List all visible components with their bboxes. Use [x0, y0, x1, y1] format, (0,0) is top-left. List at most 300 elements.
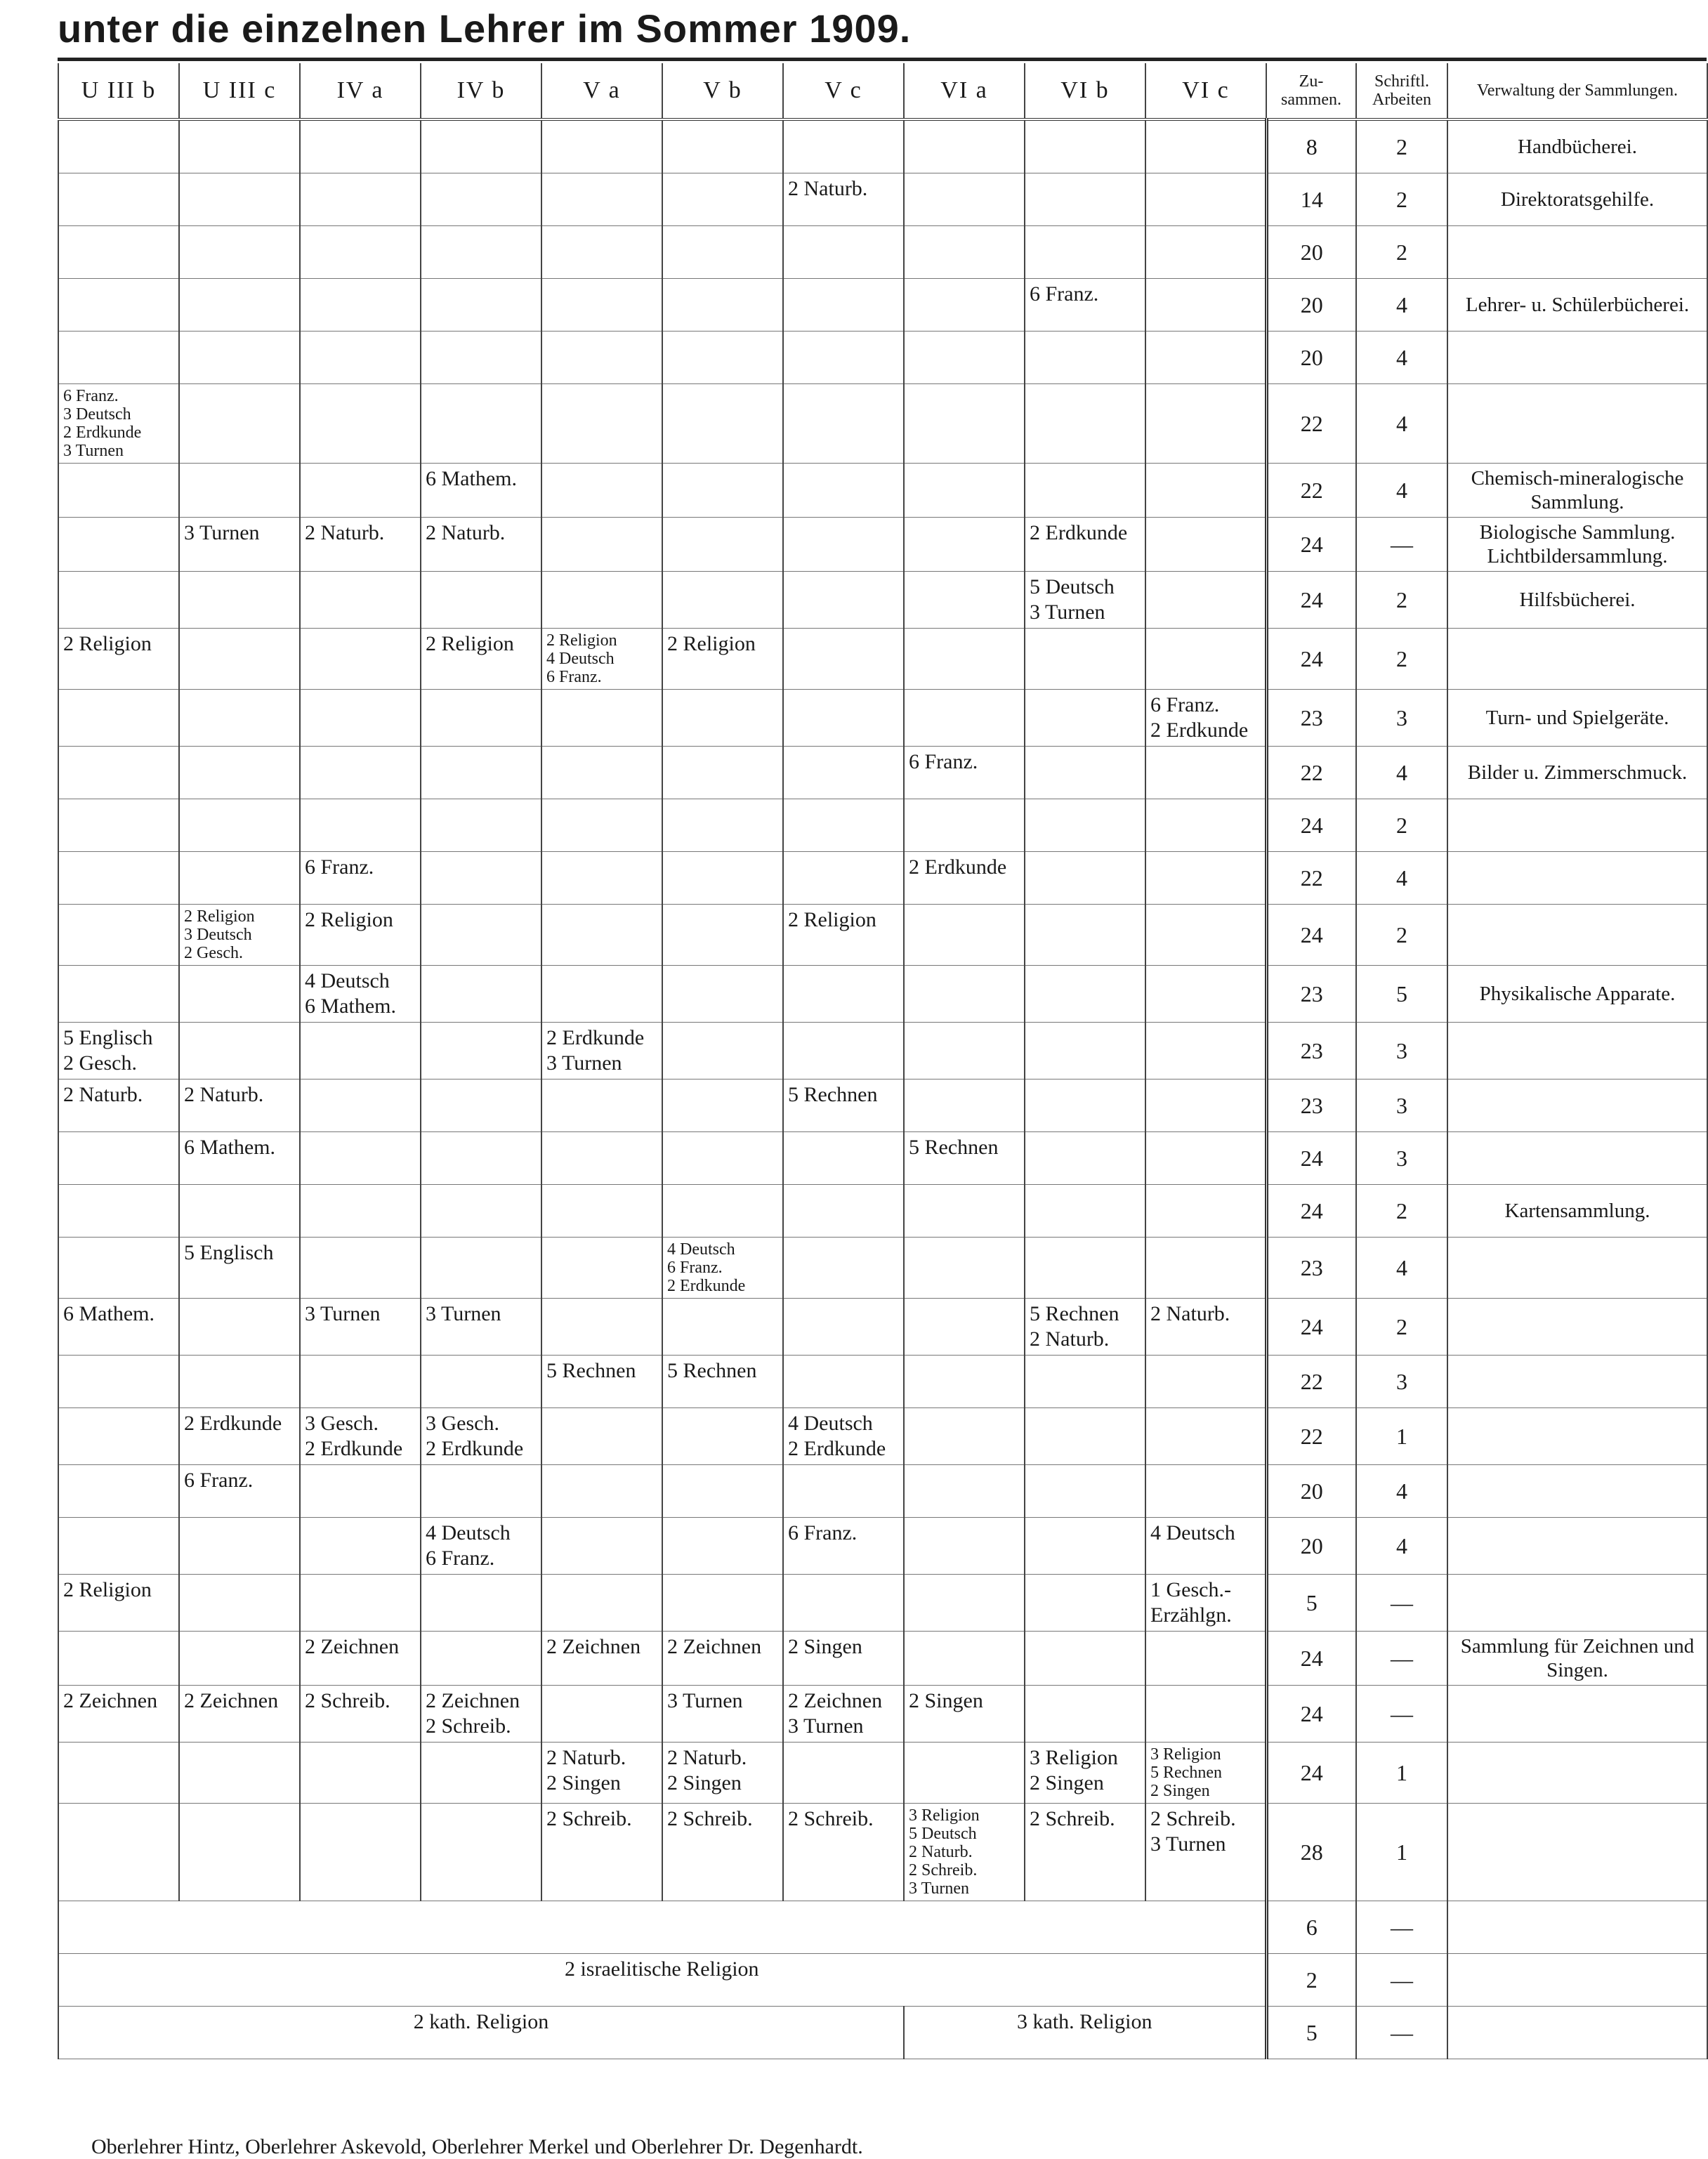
table-cell — [904, 572, 1025, 629]
lesson-entry: 2 Gesch. — [63, 1051, 137, 1075]
table-cell — [904, 1743, 1025, 1804]
table-cell — [541, 384, 662, 464]
table-row — [58, 119, 1707, 173]
table-cell — [1025, 1743, 1145, 1804]
lesson-entry: 6 Franz. — [788, 1521, 858, 1544]
table-cell — [1145, 226, 1266, 279]
collection-admin-cell — [1447, 1743, 1707, 1804]
table-cell — [1145, 629, 1266, 690]
table-cell — [300, 1356, 421, 1408]
table-cell — [179, 1575, 300, 1632]
total-hours-cell: 6 — [1266, 1901, 1356, 1954]
table-cell — [662, 1743, 783, 1804]
table-cell — [1025, 1686, 1145, 1743]
total-hours-cell: 22 — [1266, 1356, 1356, 1408]
collection-admin-cell — [1447, 2007, 1707, 2059]
table-cell — [783, 1465, 904, 1518]
collection-admin-cell — [1447, 1575, 1707, 1632]
lesson-entry: 5 Rechnen — [788, 1083, 878, 1106]
lesson-entry: 2 Schreib. — [426, 1714, 511, 1738]
table-cell — [904, 279, 1025, 332]
lesson-entry: 2 Zeichnen — [788, 1689, 883, 1712]
table-cell — [1025, 690, 1145, 747]
written-work-cell: 2 — [1356, 119, 1447, 173]
lesson-entry: 2 Zeichnen — [63, 1689, 158, 1712]
table-cell — [58, 1132, 179, 1185]
collection-admin-cell: Turn- und Spielgeräte. — [1447, 690, 1707, 747]
lesson-entry: 6 Franz. — [305, 855, 374, 879]
table-cell — [179, 966, 300, 1023]
table-cell — [904, 464, 1025, 518]
total-hours-cell: 5 — [1266, 1575, 1356, 1632]
table-cell — [541, 464, 662, 518]
table-row — [58, 1408, 1707, 1465]
table-cell — [421, 226, 541, 279]
table-cell — [58, 173, 179, 226]
lesson-entry: 3 Turnen — [1030, 601, 1105, 624]
table-cell — [783, 332, 904, 384]
table-cell — [662, 852, 783, 905]
table-cell — [541, 966, 662, 1023]
table-cell — [1025, 572, 1145, 629]
collection-admin-cell: Chemisch-mineralogische Sammlung. — [1447, 464, 1707, 518]
written-work-cell: 2 — [1356, 799, 1447, 852]
table-cell — [662, 966, 783, 1023]
lesson-entry: 4 Deutsch — [667, 1240, 735, 1259]
written-work-cell: — — [1356, 518, 1447, 572]
column-header: VI a — [904, 63, 1025, 119]
table-cell — [179, 1185, 300, 1238]
table-cell — [421, 747, 541, 799]
table-cell — [179, 332, 300, 384]
total-hours-cell: 23 — [1266, 966, 1356, 1023]
table-cell — [58, 1408, 179, 1465]
table-cell — [421, 1408, 541, 1465]
table-cell — [58, 1299, 179, 1356]
footer-row — [58, 1954, 1707, 2007]
total-hours-cell: 24 — [1266, 1299, 1356, 1356]
total-hours-cell: 5 — [1266, 2007, 1356, 2059]
table-cell — [662, 1518, 783, 1575]
collection-admin-cell — [1447, 1080, 1707, 1132]
collection-admin-cell: Physikalische Apparate. — [1447, 966, 1707, 1023]
table-cell — [300, 332, 421, 384]
lesson-entry: 2 Singen — [788, 1635, 862, 1658]
table-cell — [904, 799, 1025, 852]
table-row — [58, 226, 1707, 279]
table-cell — [1145, 1632, 1266, 1686]
table-cell — [1145, 1465, 1266, 1518]
lesson-entry: 2 Erdkunde — [426, 1437, 524, 1460]
table-cell — [541, 119, 662, 173]
table-cell — [300, 1299, 421, 1356]
table-cell — [179, 1023, 300, 1080]
lesson-entry: 2 Zeichnen — [184, 1689, 279, 1712]
lesson-entry: 2 Religion — [184, 907, 255, 926]
collection-admin-cell — [1447, 1299, 1707, 1356]
table-cell — [783, 464, 904, 518]
table-cell — [58, 629, 179, 690]
table-cell — [1025, 1518, 1145, 1575]
lesson-entry: 2 Erdkunde — [1150, 718, 1249, 742]
table-cell — [541, 226, 662, 279]
table-cell — [58, 1356, 179, 1408]
table-cell — [783, 1023, 904, 1080]
table-cell — [58, 332, 179, 384]
table-cell — [179, 1465, 300, 1518]
table-cell — [904, 1465, 1025, 1518]
table-row — [58, 690, 1707, 747]
table-cell — [662, 799, 783, 852]
table-cell — [300, 966, 421, 1023]
table-cell — [58, 1575, 179, 1632]
table-row — [58, 747, 1707, 799]
table-cell — [179, 905, 300, 966]
lesson-entry: 2 Erdkunde — [1030, 521, 1128, 544]
table-cell — [541, 1185, 662, 1238]
table-cell — [179, 1132, 300, 1185]
table-cell — [1025, 1080, 1145, 1132]
table-cell — [58, 966, 179, 1023]
column-header: IV a — [300, 63, 421, 119]
table-cell — [300, 1132, 421, 1185]
table-row — [58, 1132, 1707, 1185]
table-cell — [300, 629, 421, 690]
written-work-cell: 4 — [1356, 1465, 1447, 1518]
column-header: V a — [541, 63, 662, 119]
table-cell — [421, 173, 541, 226]
lesson-entry: 3 Turnen — [63, 442, 124, 460]
total-hours-cell: 20 — [1266, 226, 1356, 279]
table-cell — [1145, 464, 1266, 518]
table-header-row — [58, 63, 1707, 119]
lesson-entry: 2 Erdkunde — [305, 1437, 403, 1460]
lesson-entry: 2 Naturb. — [426, 521, 506, 544]
table-cell — [904, 119, 1025, 173]
collection-admin-cell — [1447, 905, 1707, 966]
table-cell — [541, 279, 662, 332]
collection-admin-cell — [1447, 1954, 1707, 2007]
table-cell — [1025, 1356, 1145, 1408]
table-row — [58, 1632, 1707, 1686]
table-cell — [904, 905, 1025, 966]
written-work-cell: 2 — [1356, 226, 1447, 279]
table-cell — [179, 1804, 300, 1901]
lesson-entry: 5 Rechnen — [1150, 1764, 1222, 1782]
table-row — [58, 572, 1707, 629]
table-cell — [179, 384, 300, 464]
table-cell — [300, 119, 421, 173]
table-cell — [300, 464, 421, 518]
lesson-entry: 3 Turnen — [426, 1302, 501, 1325]
table-cell — [1025, 173, 1145, 226]
lesson-entry: 2 Schreib. — [305, 1689, 390, 1712]
lesson-entry: 5 Rechnen — [1030, 1302, 1119, 1325]
written-work-cell: 4 — [1356, 464, 1447, 518]
table-cell — [300, 1465, 421, 1518]
collection-admin-cell — [1447, 629, 1707, 690]
table-cell — [662, 279, 783, 332]
table-cell — [662, 332, 783, 384]
table-cell — [662, 1804, 783, 1901]
written-work-cell: — — [1356, 1575, 1447, 1632]
lesson-entry: 2 Zeichnen — [546, 1635, 641, 1658]
lesson-entry: 2 Religion — [426, 632, 514, 655]
collection-admin-cell — [1447, 1901, 1707, 1954]
table-row — [58, 384, 1707, 464]
table-cell — [904, 966, 1025, 1023]
table-cell — [179, 1080, 300, 1132]
table-cell — [1025, 747, 1145, 799]
table-cell — [179, 1743, 300, 1804]
table-cell — [783, 226, 904, 279]
lesson-entry: 2 Religion — [305, 908, 393, 931]
table-cell — [662, 1686, 783, 1743]
footer-note: Oberlehrer Hintz, Oberlehrer Askevold, Oberlehrer Merkel und Oberlehrer Dr. Degenhardt. — [91, 2135, 863, 2158]
column-header: V b — [662, 63, 783, 119]
table-cell — [300, 173, 421, 226]
lesson-entry: 2 Erdkunde — [546, 1026, 645, 1049]
table-row — [58, 173, 1707, 226]
total-hours-cell: 24 — [1266, 1132, 1356, 1185]
table-cell — [541, 1575, 662, 1632]
collection-admin-cell — [1447, 1518, 1707, 1575]
table-cell — [783, 1804, 904, 1901]
collection-admin-cell: Bilder u. Zimmerschmuck. — [1447, 747, 1707, 799]
lesson-entry: 5 Rechnen — [546, 1359, 636, 1382]
lesson-entry: 6 Mathem. — [426, 467, 517, 490]
table-cell — [904, 747, 1025, 799]
table-cell — [904, 1575, 1025, 1632]
table-cell — [421, 1465, 541, 1518]
footer-row — [58, 2007, 1707, 2059]
lesson-entry: 6 Mathem. — [305, 995, 396, 1018]
table-row — [58, 332, 1707, 384]
lesson-entry: 2 Naturb. — [1030, 1327, 1110, 1351]
table-row — [58, 966, 1707, 1023]
table-cell — [662, 690, 783, 747]
table-cell — [421, 1575, 541, 1632]
table-cell — [541, 1299, 662, 1356]
table-cell — [1025, 1299, 1145, 1356]
table-cell — [783, 690, 904, 747]
lesson-entry: 2 Zeichnen — [305, 1635, 400, 1658]
table-cell — [421, 1080, 541, 1132]
table-cell — [421, 1632, 541, 1686]
lesson-entry: 5 Rechnen — [909, 1136, 999, 1159]
total-hours-cell: 24 — [1266, 905, 1356, 966]
table-cell — [1025, 1804, 1145, 1901]
table-cell — [421, 572, 541, 629]
lesson-entry: 3 Turnen — [667, 1689, 743, 1712]
lesson-entry: 6 Mathem. — [63, 1302, 155, 1325]
total-hours-cell: 24 — [1266, 1686, 1356, 1743]
table-cell — [1145, 1743, 1266, 1804]
table-cell — [58, 572, 179, 629]
table-cell — [58, 1023, 179, 1080]
table-cell — [541, 747, 662, 799]
lesson-entry: 3 Turnen — [1150, 1832, 1226, 1856]
lesson-entry: 5 Rechnen — [667, 1359, 757, 1382]
table-cell — [904, 1518, 1025, 1575]
table-cell — [1025, 1408, 1145, 1465]
table-cell — [58, 905, 179, 966]
table-cell — [179, 572, 300, 629]
written-work-cell: 4 — [1356, 852, 1447, 905]
religion-note — [58, 1901, 1266, 1954]
table-cell — [1145, 1356, 1266, 1408]
table-cell — [421, 1132, 541, 1185]
table-cell — [1025, 279, 1145, 332]
table-cell — [1025, 1023, 1145, 1080]
collection-admin-cell: Lehrer- u. Schülerbücherei. — [1447, 279, 1707, 332]
table-cell — [783, 629, 904, 690]
table-cell — [1025, 332, 1145, 384]
lesson-entry: 3 Turnen — [546, 1051, 622, 1075]
table-cell — [904, 1408, 1025, 1465]
column-header: VI b — [1025, 63, 1145, 119]
table-cell — [421, 966, 541, 1023]
table-cell — [783, 518, 904, 572]
table-row — [58, 1238, 1707, 1299]
lesson-entry: 4 Deutsch — [788, 1412, 873, 1435]
table-cell — [662, 1632, 783, 1686]
table-cell — [1025, 966, 1145, 1023]
lesson-entry: 3 Deutsch — [184, 926, 252, 944]
table-cell — [904, 1299, 1025, 1356]
table-cell — [783, 173, 904, 226]
table-cell — [904, 1132, 1025, 1185]
table-cell — [300, 572, 421, 629]
collection-admin-cell — [1447, 1023, 1707, 1080]
lesson-entry: 2 Religion — [63, 632, 152, 655]
total-hours-cell: 22 — [1266, 464, 1356, 518]
table-cell — [179, 1238, 300, 1299]
table-cell — [662, 1023, 783, 1080]
table-cell — [783, 1518, 904, 1575]
collection-admin-cell: Kartensammlung. — [1447, 1185, 1707, 1238]
table-cell — [662, 119, 783, 173]
lesson-entry: 6 Franz. — [63, 387, 119, 405]
lesson-entry: 2 Schreib. — [788, 1807, 874, 1830]
table-cell — [541, 629, 662, 690]
table-cell — [300, 747, 421, 799]
table-cell — [58, 1743, 179, 1804]
lesson-entry: 2 Singen — [909, 1689, 983, 1712]
table-cell — [904, 1238, 1025, 1299]
table-cell — [662, 173, 783, 226]
table-cell — [541, 1408, 662, 1465]
table-cell — [1025, 1465, 1145, 1518]
table-cell — [300, 905, 421, 966]
table-cell — [1145, 1804, 1266, 1901]
table-body — [58, 119, 1707, 2059]
total-hours-cell: 24 — [1266, 1185, 1356, 1238]
written-work-cell: — — [1356, 1954, 1447, 2007]
table-cell — [783, 1686, 904, 1743]
written-work-cell: 4 — [1356, 332, 1447, 384]
table-cell — [58, 1804, 179, 1901]
table-row — [58, 1743, 1707, 1804]
table-cell — [179, 629, 300, 690]
lesson-entry: 4 Deutsch — [1150, 1521, 1235, 1544]
table-cell — [58, 1518, 179, 1575]
table-cell — [421, 1238, 541, 1299]
total-hours-cell: 24 — [1266, 1743, 1356, 1804]
column-header: Schriftl. Arbeiten — [1356, 63, 1447, 119]
collection-admin-cell — [1447, 799, 1707, 852]
written-work-cell: 4 — [1356, 384, 1447, 464]
table-row — [58, 1356, 1707, 1408]
table-cell — [1025, 852, 1145, 905]
written-work-cell: 1 — [1356, 1804, 1447, 1901]
table-cell — [662, 1185, 783, 1238]
collection-admin-cell — [1447, 332, 1707, 384]
total-hours-cell: 23 — [1266, 690, 1356, 747]
table-cell — [58, 852, 179, 905]
table-cell — [904, 1185, 1025, 1238]
total-hours-cell: 24 — [1266, 799, 1356, 852]
lesson-entry: 2 Naturb. — [788, 177, 868, 200]
table-cell — [300, 1080, 421, 1132]
total-hours-cell: 24 — [1266, 1632, 1356, 1686]
table-cell — [783, 1299, 904, 1356]
table-row — [58, 1465, 1707, 1518]
total-hours-cell: 20 — [1266, 332, 1356, 384]
table-cell — [300, 1632, 421, 1686]
written-work-cell: 2 — [1356, 1185, 1447, 1238]
lesson-entry: 3 Religion — [1030, 1746, 1118, 1769]
table-cell — [1145, 572, 1266, 629]
written-work-cell: 4 — [1356, 747, 1447, 799]
table-cell — [662, 572, 783, 629]
table-cell — [904, 1632, 1025, 1686]
written-work-cell: 5 — [1356, 966, 1447, 1023]
lesson-entry: 3 Gesch. — [426, 1412, 499, 1435]
table-cell — [1145, 384, 1266, 464]
table-cell — [783, 1238, 904, 1299]
collection-admin-cell — [1447, 1804, 1707, 1901]
table-cell — [1025, 1132, 1145, 1185]
lesson-entry: 5 Deutsch — [909, 1825, 977, 1843]
table-cell — [783, 799, 904, 852]
total-hours-cell: 20 — [1266, 279, 1356, 332]
table-cell — [421, 1356, 541, 1408]
table-cell — [904, 1356, 1025, 1408]
table-cell — [783, 1632, 904, 1686]
table-row — [58, 1804, 1707, 1901]
table-cell — [300, 226, 421, 279]
table-cell — [300, 1743, 421, 1804]
table-cell — [904, 690, 1025, 747]
table-cell — [1145, 852, 1266, 905]
table-cell — [662, 1238, 783, 1299]
table-cell — [421, 464, 541, 518]
table-cell — [421, 1804, 541, 1901]
total-hours-cell: 22 — [1266, 1408, 1356, 1465]
table-cell — [58, 690, 179, 747]
lesson-entry: 6 Franz. — [1030, 282, 1099, 306]
collection-admin-cell — [1447, 384, 1707, 464]
lesson-entry: 6 Franz. — [909, 750, 978, 773]
table-cell — [300, 1238, 421, 1299]
table-cell — [783, 1356, 904, 1408]
table-cell — [179, 279, 300, 332]
table-cell — [1145, 119, 1266, 173]
lesson-entry: 2 Erdkunde — [667, 1277, 746, 1295]
table-cell — [300, 1408, 421, 1465]
table-cell — [1025, 119, 1145, 173]
